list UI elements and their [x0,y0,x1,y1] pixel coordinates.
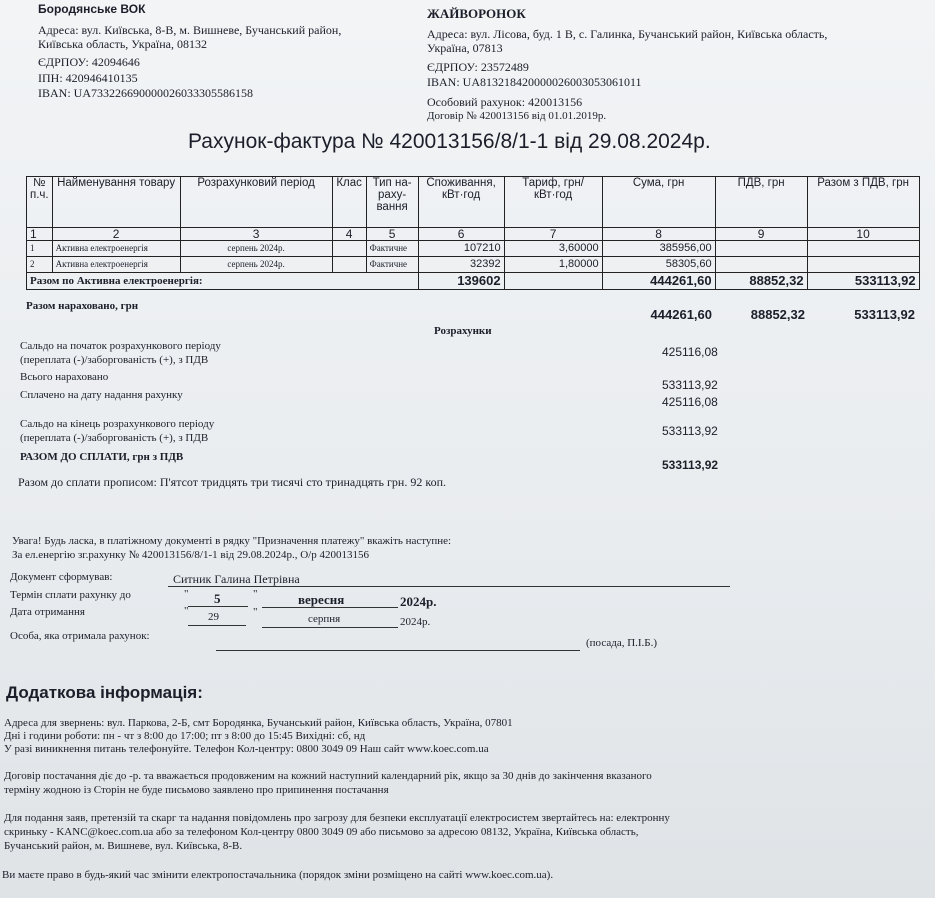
row-period: серпень 2024р. [180,241,332,257]
col-number: 8 [602,228,715,241]
additional-heading: Додаткова інформація: [6,683,203,702]
accrued-label: Разом нараховано, грн [26,300,139,312]
row-index: 1 [27,241,53,257]
paid-value: 425116,08 [662,395,718,409]
settlements-heading: Розрахунки [434,325,492,337]
amount-due-label: РАЗОМ ДО СПЛАТИ, грн з ПДВ [20,451,184,463]
col-number: 4 [332,228,366,241]
col-number: 7 [504,228,602,241]
total-accrued-value: 533113,92 [662,378,718,392]
customer-account: Особовий рахунок: 420013156 [427,95,583,109]
opening-balance-sub: (переплата (-)/заборгованість (+), з ПДВ [20,354,209,366]
payment-notice-line1: Увага! Будь ласка, в платіжному документі в рядку "Призначення платежу" вкажіть наступне: [12,535,452,547]
customer-name: ЖАЙВОРОНОК [427,6,526,21]
invoice-table [26,176,920,290]
row-total [807,257,919,273]
recipient-underline [216,650,580,651]
received-day-underline [188,625,246,626]
subtotal-label: Разом по Активна електроенергія: [27,273,419,290]
subtotal-total: 533113,92 [807,273,919,290]
row-class [332,241,366,257]
subtotal-row [27,273,920,290]
supplier-ipn: ІПН: 420946410135 [38,71,138,85]
col-number: 6 [418,228,504,241]
customer-address: Адреса: вул. Лісова, буд. 1 В, с. Галинка, Бучанський район, Київська область, [427,27,828,41]
closing-balance-sub: (переплата (-)/заборгованість (+), з ПДВ [20,432,209,444]
row-tariff: 1,80000 [504,257,602,273]
row-vat [715,241,807,257]
claims-info-1: Для подання заяв, претензій та скарг та надання повідомлень про загрозу для безпеки експлуатації електросистем звертайтесь на: електронну [4,812,670,824]
due-term-quote-close: " [253,588,258,600]
subtotal-vat: 88852,32 [715,273,807,290]
accrued-sum: 444261,60 [650,307,712,322]
table-header-row [27,177,920,228]
col-header: Споживання, кВт·год [418,177,504,228]
received-day: 29 [208,611,219,623]
subtotal-sum: 444261,60 [602,273,715,290]
col-header: Розрахунковий період [180,177,332,228]
row-vat [715,257,807,273]
opening-balance-value: 425116,08 [662,345,718,359]
opening-balance-label: Сальдо на початок розрахункового періоду [20,340,221,352]
total-accrued-label: Всього нараховано [20,371,109,383]
row-class [332,257,366,273]
customer-edrpou: ЄДРПОУ: 23572489 [427,60,529,74]
amount-due-value: 533113,92 [662,458,719,472]
table-row [27,257,920,273]
col-header: № п.ч. [27,177,53,228]
accrued-vat: 88852,32 [750,307,805,322]
received-quote-close: " [253,606,258,618]
recipient-hint: (посада, П.І.Б.) [586,637,658,649]
row-consumption: 107210 [418,241,504,257]
due-day-underline [188,606,248,607]
col-number: 1 [27,228,53,241]
recipient-label: Особа, яка отримала рахунок: [10,630,150,642]
callcenter-phone: У разі виникнення питань телефонуйте. Телефон Кол-центру: 0800 3049 09 Наш сайт www.koec.com.ua [4,743,489,755]
row-period: серпень 2024р. [180,257,332,273]
supplier-iban: IBAN: UA733226690000026033305586158 [38,86,253,100]
row-sum: 58305,60 [602,257,715,273]
received-quote-open: " [184,605,189,617]
table-row [27,241,920,257]
col-header: Тариф, грн/кВт·год [504,177,602,228]
due-term-month: вересня [298,592,345,607]
row-total [807,241,919,257]
received-year: 2024р. [400,616,431,628]
received-month: серпня [308,613,341,625]
payment-notice-line2: За ел.енергію зг.рахунку № 420013156/8/1-1 від 29.08.2024р., О/р 420013156 [12,549,369,561]
col-header: Сума, грн [602,177,715,228]
formed-by-underline [168,586,730,587]
claims-info-2: скриньку - KANC@koec.com.ua або за телефоном Кол-центру 0800 3049 09 або письмово за адресою 08132, Україна, Київська область, [4,826,639,838]
supplier-name: Бородянське ВОК [38,2,146,16]
contract-info-2: терміну жодною із Сторін не буде письмово заявлено про припинення постачання [4,784,389,796]
customer-iban: IBAN: UA813218420000026003053061011 [427,75,642,89]
due-term-label: Термін сплати рахунку до [10,589,131,601]
claims-info-3: Бучанський район, м. Вишневе, вул. Київська, 8-В. [4,840,243,852]
row-consumption: 32392 [418,257,504,273]
col-header: Найменування товару [52,177,180,228]
closing-balance-label: Сальдо на кінець розрахункового періоду [20,418,215,430]
formed-by-name: Ситник Галина Петрівна [173,572,300,586]
due-month-underline [262,607,398,608]
col-header: Клас [332,177,366,228]
customer-address-2: Україна, 07813 [427,41,503,55]
contact-address: Адреса для звернень: вул. Паркова, 2-Б, смт Бородянка, Бучанський район, Київська область, Україна, 07801 [4,717,513,729]
supplier-address: Адреса: вул. Київська, 8-В, м. Вишневе, Бучанський район, [38,23,342,37]
customer-contract: Договір № 420013156 від 01.01.2019р. [427,110,607,122]
subtotal-consumption: 139602 [418,273,504,290]
received-date-label: Дата отримання [10,606,85,618]
due-term-quote-open: " [184,588,189,600]
row-tariff: 3,60000 [504,241,602,257]
supplier-edrpou: ЄДРПОУ: 42094646 [38,55,140,69]
col-header: Разом з ПДВ, грн [807,177,919,228]
row-index: 2 [27,257,53,273]
col-header: ПДВ, грн [715,177,807,228]
row-product: Активна електроенергія [52,241,180,257]
col-header: Тип на-раху-вання [366,177,418,228]
supplier-address-2: Київська область, Україна, 08132 [38,37,207,51]
row-product: Активна електроенергія [52,257,180,273]
col-number: 2 [52,228,180,241]
invoice-title: Рахунок-фактура № 420013156/8/1-1 від 29.08.2024р. [188,130,711,153]
accrued-total: 533113,92 [854,307,915,322]
col-number: 5 [366,228,418,241]
row-type: Фактичне [366,241,418,257]
col-number: 3 [180,228,332,241]
formed-by-label: Документ сформував: [10,571,113,583]
column-number-row [27,228,920,241]
closing-balance-value: 533113,92 [662,424,718,438]
col-number: 9 [715,228,807,241]
received-month-underline [262,627,398,628]
due-term-year: 2024р. [400,594,437,609]
working-hours: Дні і години роботи: пн - чт з 8:00 до 17:00; пт з 8:00 до 15:45 Вихідні: сб, нд [4,730,366,742]
contract-info-1: Договір постачання діє до -р. та вважається продовженим на кожний наступний календарний рік, якщо за 30 днів до закінчення вказаного [4,770,652,782]
col-number: 10 [807,228,919,241]
row-sum: 385956,00 [602,241,715,257]
amount-in-words: Разом до сплати прописом: П'ятсот тридцять три тисячі сто тринадцять грн. 92 коп. [18,475,446,489]
row-type: Фактичне [366,257,418,273]
due-term-day: 5 [214,591,221,606]
switch-supplier-info: Ви маєте право в будь-який час змінити електропостачальника (порядок зміни розміщено на сайті www.koec.com.ua). [2,869,554,881]
paid-label: Сплачено на дату надання рахунку [20,389,183,401]
